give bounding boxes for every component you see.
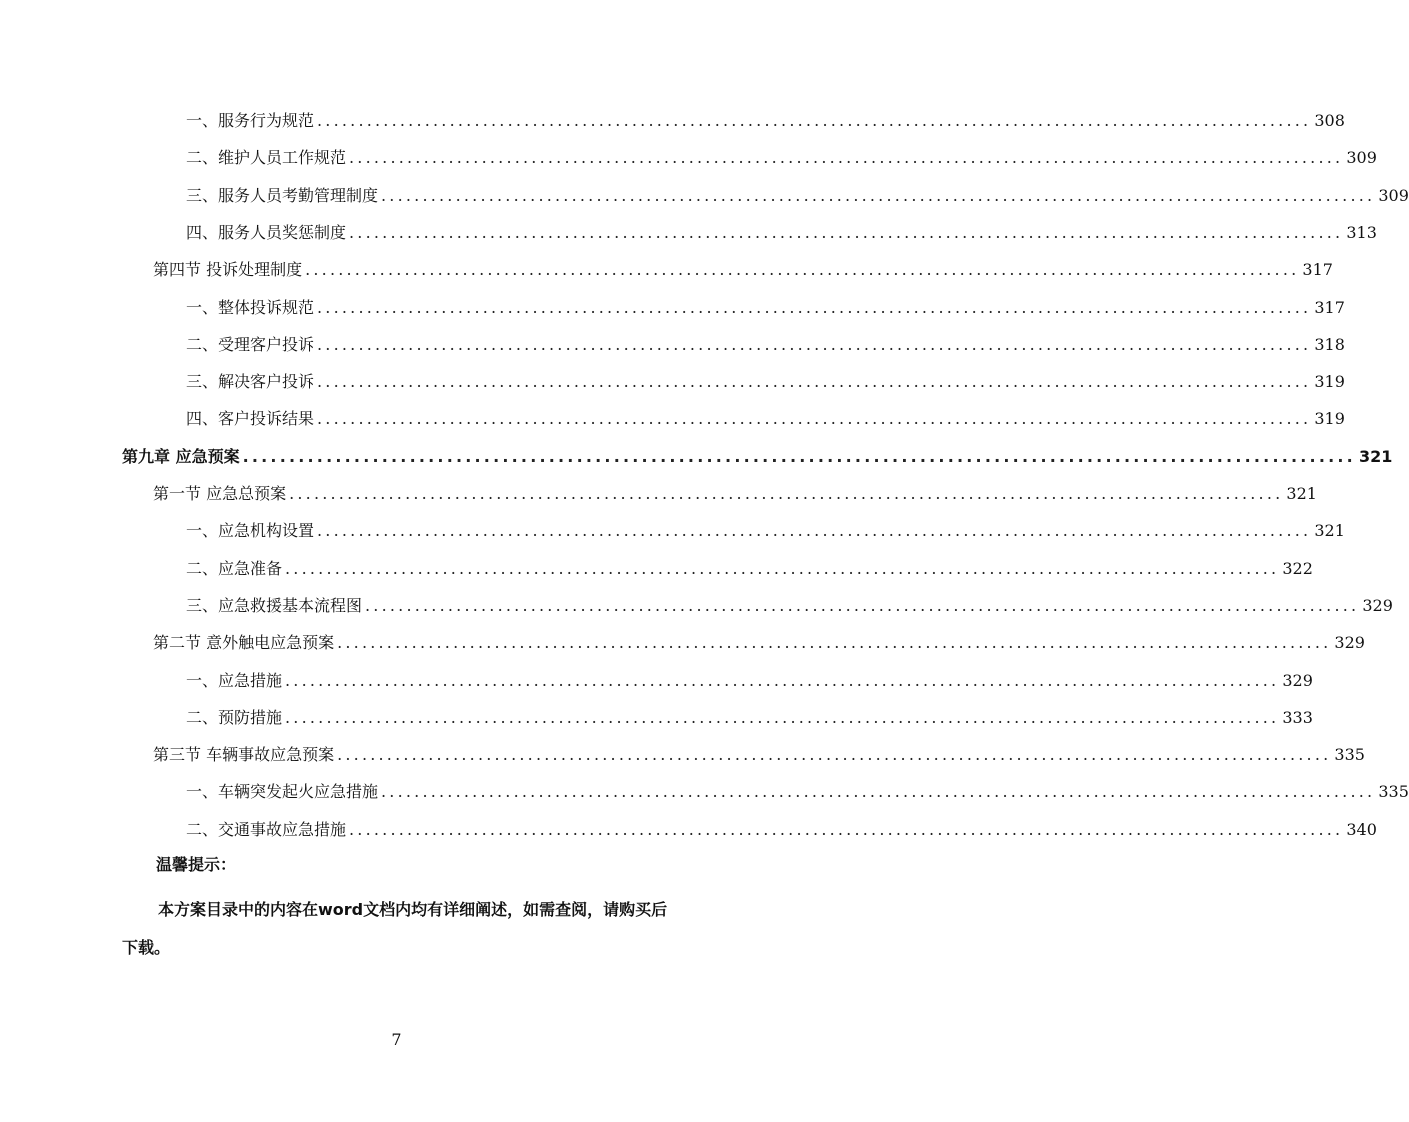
toc-entry[interactable]	[186, 369, 1345, 395]
toc-entry-page: 321	[1358, 447, 1393, 466]
toc-entry-page: 319	[1314, 372, 1345, 391]
toc-entry-page: 322	[1282, 559, 1313, 578]
toc-entry-title: 三、服务人员考勤管理制度	[186, 186, 379, 205]
toc-leader-dots: ........................................................................................................................	[381, 782, 1376, 801]
toc-entry-title: 三、应急救援基本流程图	[186, 596, 363, 615]
toc-entry[interactable]	[186, 406, 1345, 432]
toc-entry-title: 第一节 应急总预案	[153, 484, 287, 503]
toc-entry-page: 319	[1314, 409, 1345, 428]
toc-entry-page: 321	[1314, 521, 1345, 540]
note-title: 温馨提示：	[156, 855, 237, 874]
toc-entry-page: 309	[1378, 186, 1409, 205]
toc-entry-title: 三、解决客户投诉	[186, 372, 315, 391]
toc-entry-title: 一、应急措施	[186, 671, 283, 690]
toc-entry[interactable]	[186, 817, 1377, 843]
toc-leader-dots: ........................................................................................................................	[285, 559, 1280, 578]
toc-entry-page: 329	[1334, 633, 1365, 652]
toc-entry[interactable]	[153, 630, 1365, 656]
toc-entry-page: 308	[1314, 111, 1345, 130]
toc-entry-page: 329	[1362, 596, 1393, 615]
toc-entry[interactable]	[153, 257, 1333, 283]
toc-entry[interactable]	[186, 145, 1377, 171]
toc-entry-page: 309	[1346, 148, 1377, 167]
toc-entry-title: 四、客户投诉结果	[186, 409, 315, 428]
toc-leader-dots: ........................................................................................................................	[381, 186, 1376, 205]
toc-entry-title: 二、预防措施	[186, 708, 283, 727]
toc-entry[interactable]	[186, 705, 1313, 731]
toc-leader-dots: ........................................................................................................................	[285, 671, 1280, 690]
toc-leader-dots: ........................................................................................................................	[289, 484, 1284, 503]
toc-entry-page: 318	[1314, 335, 1345, 354]
toc-leader-dots: ........................................................................................................................	[317, 335, 1312, 354]
toc-entry-title: 第四节 投诉处理制度	[153, 260, 303, 279]
toc-entry-title: 二、应急准备	[186, 559, 283, 578]
toc-leader-dots: ........................................................................................................................	[337, 745, 1332, 764]
toc-entry-title: 二、受理客户投诉	[186, 335, 315, 354]
toc-entry-page: 335	[1378, 782, 1409, 801]
page-number: 7	[391, 1030, 402, 1049]
toc-entry[interactable]	[122, 444, 1393, 470]
toc-entry[interactable]	[186, 668, 1313, 694]
toc-entry[interactable]	[153, 481, 1317, 507]
toc-leader-dots: ........................................................................................................................	[365, 596, 1360, 615]
toc-entry[interactable]	[186, 183, 1409, 209]
toc-leader-dots: ........................................................................................................................	[349, 148, 1344, 167]
toc-entry-title: 四、服务人员奖惩制度	[186, 223, 347, 242]
toc-entry[interactable]	[186, 779, 1409, 805]
toc-entry-page: 335	[1334, 745, 1365, 764]
note-body: 本方案目录中的内容在word文档内均有详细阐述，如需查阅，请购买后下载。	[122, 900, 668, 957]
toc-entry[interactable]	[186, 556, 1313, 582]
toc-entry-title: 一、车辆突发起火应急措施	[186, 782, 379, 801]
toc-entry[interactable]	[186, 108, 1345, 134]
toc-entry-title: 二、维护人员工作规范	[186, 148, 347, 167]
toc-entry-title: 一、服务行为规范	[186, 111, 315, 130]
toc-leader-dots: ........................................................................................................................	[317, 298, 1312, 317]
toc-entry-page: 317	[1302, 260, 1333, 279]
toc-entry-page: 333	[1282, 708, 1313, 727]
toc-entry-page: 313	[1346, 223, 1377, 242]
toc-entry-page: 317	[1314, 298, 1345, 317]
toc-leader-dots: ........................................................................................................................	[305, 260, 1300, 279]
toc-entry[interactable]	[186, 593, 1393, 619]
toc-leader-dots: ........................................................................................................................	[317, 521, 1312, 540]
toc-entry[interactable]	[186, 518, 1345, 544]
toc-leader-dots: ........................................................................................................................	[242, 447, 1356, 466]
toc-leader-dots: ........................................................................................................................	[317, 111, 1312, 130]
toc-entry[interactable]	[186, 332, 1345, 358]
toc-entry-page: 340	[1346, 820, 1377, 839]
toc-entry-title: 第二节 意外触电应急预案	[153, 633, 335, 652]
toc-leader-dots: ........................................................................................................................	[349, 223, 1344, 242]
toc-entry-title: 一、应急机构设置	[186, 521, 315, 540]
toc-leader-dots: ........................................................................................................................	[285, 708, 1280, 727]
toc-leader-dots: ........................................................................................................................	[337, 633, 1332, 652]
toc-entry-title: 二、交通事故应急措施	[186, 820, 347, 839]
toc-entry-page: 329	[1282, 671, 1313, 690]
toc-entry-title: 第三节 车辆事故应急预案	[153, 745, 335, 764]
toc-leader-dots: ........................................................................................................................	[317, 372, 1312, 391]
toc-entry-page: 321	[1286, 484, 1317, 503]
toc-entry[interactable]	[186, 220, 1377, 246]
toc-leader-dots: ........................................................................................................................	[317, 409, 1312, 428]
toc-entry-title: 第九章 应急预案	[122, 447, 240, 466]
toc-entry-title: 一、整体投诉规范	[186, 298, 315, 317]
toc-entry[interactable]	[153, 742, 1365, 768]
toc-entry[interactable]	[186, 295, 1345, 321]
toc-leader-dots: ........................................................................................................................	[349, 820, 1344, 839]
